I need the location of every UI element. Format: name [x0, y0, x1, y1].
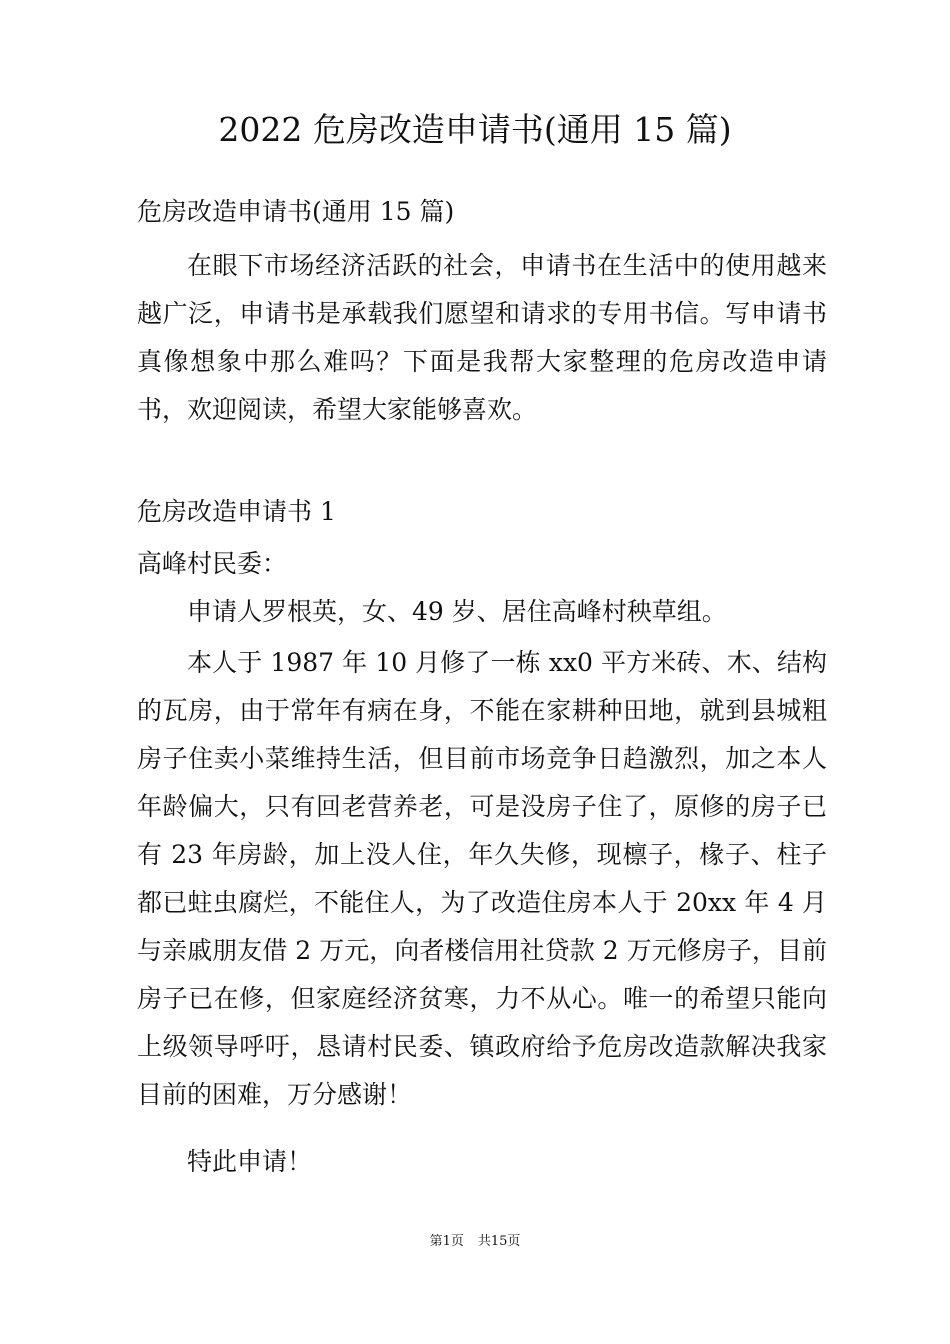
closing-line: 特此申请！ [187, 1147, 313, 1176]
salutation: 高峰村民委： [137, 549, 288, 578]
intro-paragraph: 在眼下市场经济活跃的社会，申请书在生活中的使用越来越广泛，申请书是承载我们愿望和请求的专用书信。写申请书真像想象中那么难吗？下面是我帮大家整理的危房改造申请书，欢迎阅读，希望大家能够喜欢。 [137, 251, 827, 424]
page-footer [0, 1232, 950, 1252]
section-heading: 危房改造申请书 1 [137, 497, 336, 526]
body-paragraph-applicant: 申请人罗根英，女、49 岁、居住高峰村秧草组。 [187, 597, 727, 626]
document-title: 2022 危房改造申请书(通用 15 篇) [218, 110, 732, 149]
body-paragraph-main: 本人于 1987 年 10 月修了一栋 xx0 平方米砖、木、结构的瓦房，由于常年有病在身，不能在家耕种田地，就到县城粗房子住卖小菜维持生活，但目前市场竞争日趋激烈，加之本人年龄偏大，只有回老营养老，可是没房子住了，原修的房子已有 23 年房龄，加上没人住，年久失修，现檩子，椽子、柱子都已蛀虫腐烂，不能住人，为了改造住房本人于 20xx 年 4 月与亲戚朋友借 2 万元，向者楼信用社贷款 2 万元修房子，目前房子已在修，但家庭经济贫寒，力不从心。唯一的希望只能向上级领导呼吁，恳请村民委、镇政府给予危房改造款解决我家目前的困难，万分感谢！ [137, 648, 827, 1109]
document-subtitle: 危房改造申请书(通用 15 篇) [137, 197, 455, 226]
page-number-current: 第1页 [429, 1234, 464, 1249]
page-number-total: 共15页 [477, 1234, 521, 1249]
